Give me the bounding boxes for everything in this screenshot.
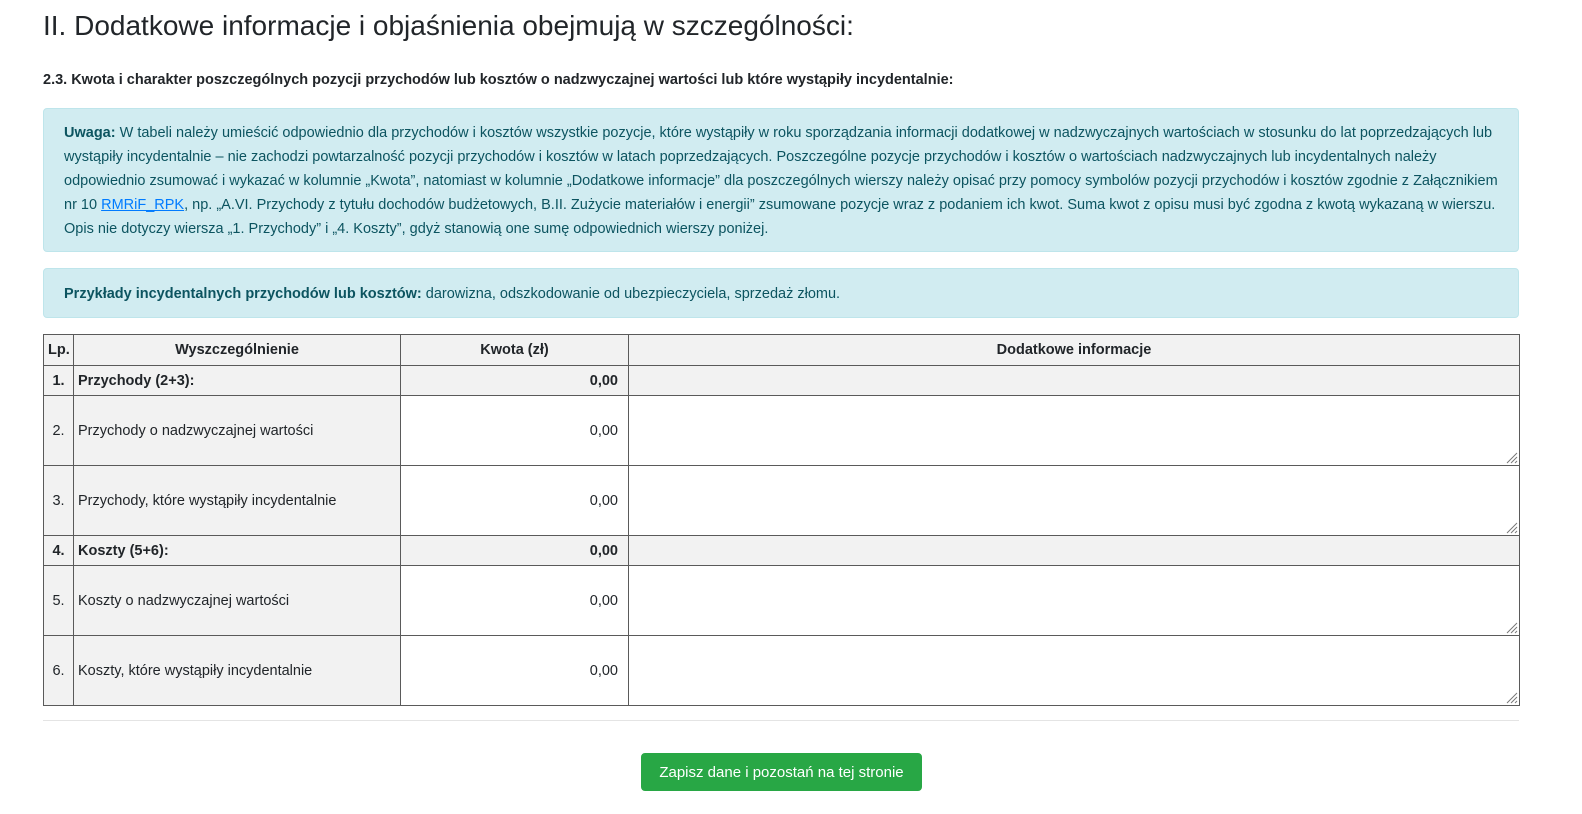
row-name: Koszty o nadzwyczajnej wartości (74, 566, 401, 636)
table-row-koszty-sum (44, 536, 1520, 566)
page-title: II. Dodatkowe informacje i objaśnienia obejmują w szczególności: (43, 10, 854, 41)
row-lp: 1. (44, 366, 74, 396)
note-text-before-link: W tabeli należy umieścić odpowiednio dla przychodów i kosztów wszystkie pozycje, które wystąpiły w roku sporządzania informacji dodatkowej w nadzwyczajnych wartościach w stosunku do lat poprzedzających lub wystąpiły incydentalnie – nie zachodzi powtarzalność pozycji przychodów i kosztów w latach poprzedzających. Poszczególne pozycje przychodów i kosztów o wartościach nadzwyczajnych lub incydentalnych należy odpowiednio zsumować i wykazać w kolumnie „Kwota”, natomiast w kolumnie „Dodatkowe informacje” dla poszczególnych wierszy należy opisać przy pomocy symbolów pozycji przychodów i kosztów zgodnie z Załącznikiem nr 10 (64, 125, 1498, 213)
row-amount: 0,00 (401, 636, 629, 706)
note-label: Uwaga: (64, 125, 116, 141)
row-lp: 3. (44, 466, 74, 536)
row-info (629, 536, 1520, 566)
row-name: Przychody, które wystąpiły incydentalnie (74, 466, 401, 536)
header-name: Wyszczególnienie (74, 335, 401, 366)
row-amount: 0,00 (401, 466, 629, 536)
note-text-after-link: , np. „A.VI. Przychody z tytułu dochodów budżetowych, B.II. Zużycie materiałów i energii” zsumowane pozycje wraz z podaniem ich kwot. Suma kwot z opisu musi być zgodna z kwotą wykazaną w wierszu. Opis nie dotyczy wiersza „1. Przychody” i „4. Koszty”, gdyż stanowią one sumę odpowiednich wierszy poniżej. (64, 197, 1496, 237)
table-row-przychody-sum (44, 366, 1520, 396)
row-amount: 0,00 (401, 536, 629, 566)
examples-alert (43, 268, 1519, 318)
table-row-przychody-incydentalne (44, 466, 1520, 536)
table-header-row (44, 335, 1520, 366)
resize-grip-icon[interactable] (1504, 450, 1518, 464)
info-textarea-row-5[interactable] (629, 566, 1520, 636)
info-textarea-row-6[interactable] (629, 636, 1520, 706)
row-amount: 0,00 (401, 396, 629, 466)
header-lp: Lp. (44, 335, 74, 366)
row-name: Przychody (2+3): (74, 366, 401, 396)
examples-text: darowizna, odszkodowanie od ubezpieczyciela, sprzedaż złomu. (421, 286, 841, 302)
note-alert (43, 108, 1519, 252)
row-name: Koszty (5+6): (74, 536, 401, 566)
row-name: Przychody o nadzwyczajnej wartości (74, 396, 401, 466)
row-lp: 5. (44, 566, 74, 636)
row-amount: 0,00 (401, 366, 629, 396)
row-name: Koszty, które wystąpiły incydentalnie (74, 636, 401, 706)
resize-grip-icon[interactable] (1504, 690, 1518, 704)
save-and-stay-button[interactable]: Zapisz dane i pozostań na tej stronie (641, 753, 922, 791)
info-textarea-row-3[interactable] (629, 466, 1520, 536)
table-row-przychody-nadzwyczajne (44, 396, 1520, 466)
items-table (43, 334, 1520, 706)
row-lp: 4. (44, 536, 74, 566)
examples-label: Przykłady incydentalnych przychodów lub kosztów: (64, 286, 422, 302)
header-info: Dodatkowe informacje (629, 335, 1520, 366)
row-lp: 6. (44, 636, 74, 706)
row-info (629, 366, 1520, 396)
row-amount: 0,00 (401, 566, 629, 636)
section-subtitle: 2.3. Kwota i charakter poszczególnych pozycji przychodów lub kosztów o nadzwyczajnej wartości lub które wystąpiły incydentalnie: (43, 72, 954, 88)
row-lp: 2. (44, 396, 74, 466)
header-amount: Kwota (zł) (401, 335, 629, 366)
divider (43, 720, 1519, 721)
info-textarea-row-2[interactable] (629, 396, 1520, 466)
table-row-koszty-incydentalne (44, 636, 1520, 706)
rmrif-rpk-link[interactable]: RMRiF_RPK (101, 197, 185, 213)
resize-grip-icon[interactable] (1504, 620, 1518, 634)
table-row-koszty-nadzwyczajne (44, 566, 1520, 636)
resize-grip-icon[interactable] (1504, 520, 1518, 534)
